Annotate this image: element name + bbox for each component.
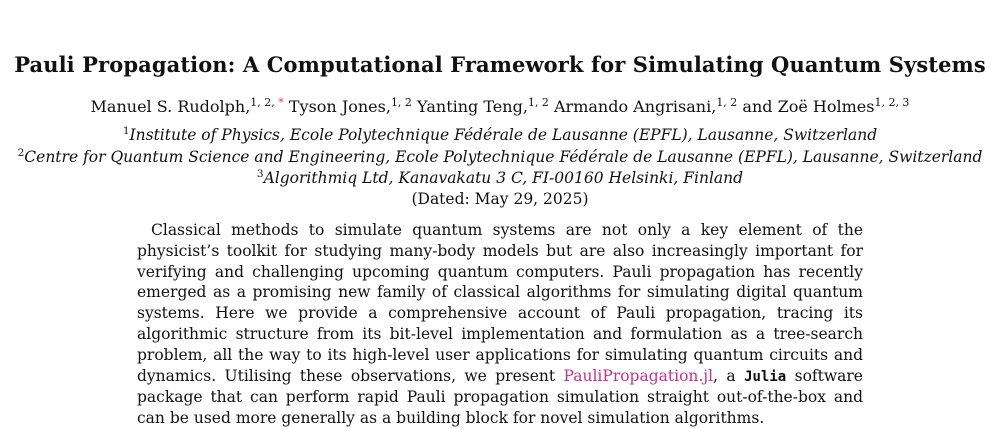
affiliation-1 <box>0 126 1000 144</box>
author-name: Yanting Teng, <box>417 97 528 116</box>
affiliation-2 <box>0 148 1000 166</box>
affiliation-text: Institute of Physics, Ecole Polytechnique Fédérale de Lausanne (EPFL), Lausanne, Switzerland <box>129 126 878 144</box>
author-name: Zoë Holmes <box>777 97 875 116</box>
affiliation-number: 2 <box>17 147 25 159</box>
author-name: Armando Angrisani, <box>554 97 717 116</box>
author-affiliation-marks: 1, 2, 3 <box>874 96 910 109</box>
affiliation-text: Algorithmiq Ltd, Kanavakatu 3 C, FI-00160 Helsinki, Finland <box>263 169 744 187</box>
paper-title: Pauli Propagation: A Computational Framework for Simulating Quantum Systems <box>14 52 986 77</box>
author-name: Tyson Jones, <box>288 97 391 116</box>
affiliation-text: Centre for Quantum Science and Engineering, Ecole Polytechnique Fédérale de Lausanne (EPFL), Lausanne, Switzerland <box>24 148 983 166</box>
author-affiliation-marks: 1, 2 <box>716 96 738 109</box>
author-list <box>0 97 1000 116</box>
corresponding-author-mark[interactable]: * <box>278 96 284 109</box>
author-affiliation-marks: 1, 2 <box>527 96 549 109</box>
date-line: (Dated: May 29, 2025) <box>411 190 589 208</box>
author-affiliation-marks: 1, 2 <box>390 96 412 109</box>
abstract-text: Classical methods to simulate quantum systems are not only a key element of the physicist’s toolkit for studying many-body models but are also increasingly important for verifying and challenging upcoming quantum computers. Pauli propagation has recently emerged as a promising new family of classical algorithms for simulating digital quantum systems. Here we provide a comprehensive account of Pauli propagation, tracing its algorithmic structure from its bit-level implementation and formulation as a tree-search problem, all the way to its high-level user applications for simulating quantum circuits and dynamics. Utilising these observations, we present <box>137 221 863 385</box>
author-affiliation-marks: 1, 2, <box>250 96 279 109</box>
author-conjunction: and <box>742 97 773 116</box>
affiliation-number: 3 <box>256 168 264 180</box>
language-name: Julia <box>744 368 787 385</box>
abstract-text: software package that can perform rapid Pauli propagation simulation straight out-of-the-box and can be used more generally as a building block for novel simulation algorithms. <box>137 366 863 428</box>
abstract <box>137 220 863 429</box>
affiliation-3 <box>0 169 1000 187</box>
abstract-text: , a <box>713 366 745 385</box>
affiliation-number: 1 <box>122 125 130 137</box>
author-name: Manuel S. Rudolph, <box>90 97 251 116</box>
package-link[interactable]: PauliPropagation.jl <box>563 366 714 385</box>
